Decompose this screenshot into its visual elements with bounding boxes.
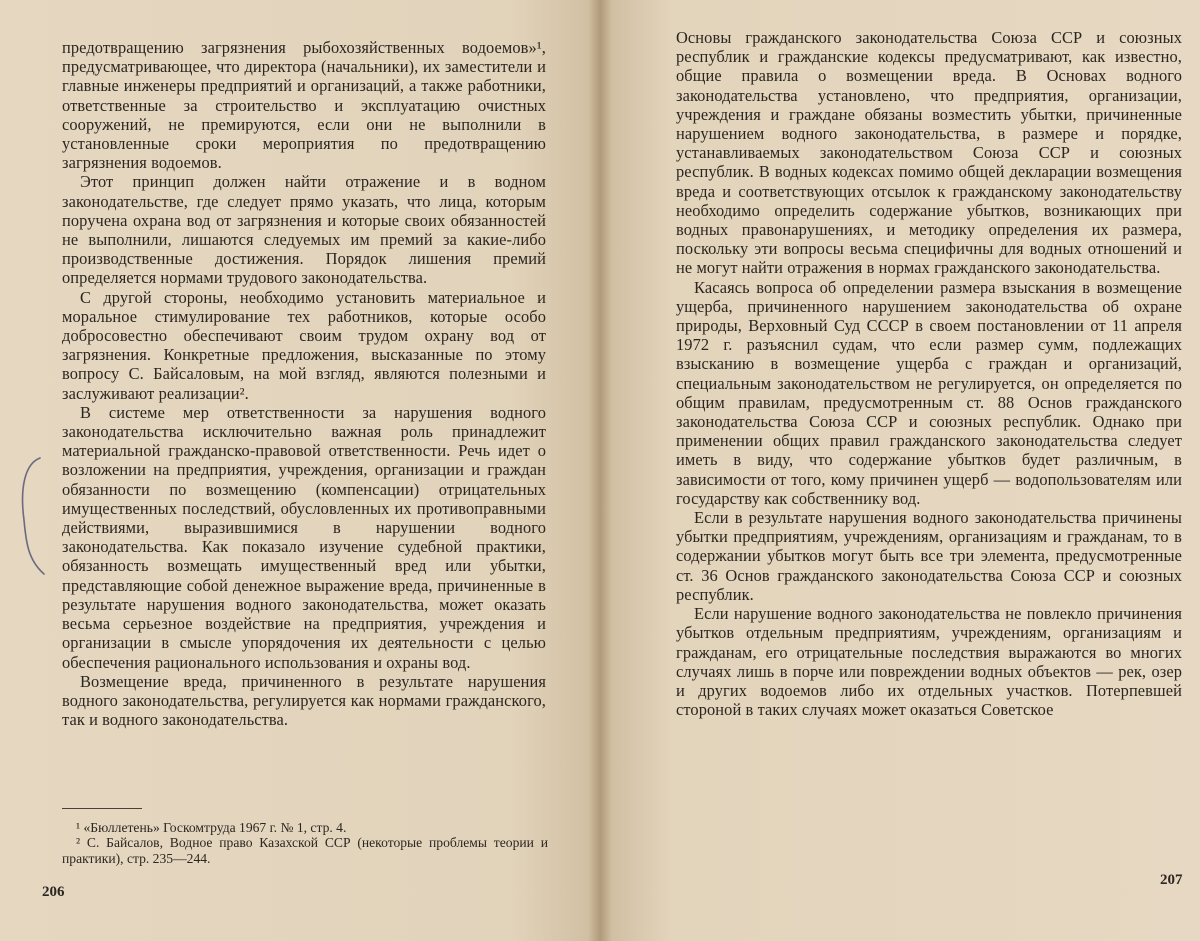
left-paragraph-4: В системе мер ответственности за нарушения водного законодательства исключительно важная роль принадлежит материальной гражданско-правовой ответственности. Речь идет о возложении на предприятия, учреждения, организации и граждан обязанности по возмещению (компенсации) отрицательных имущественных последствий, обусловленных их противоправными действиями, выразившимися в нарушении водного законодательства. Как показало изучение судебной практики, обязанность возмещать имущественный вред или убытки, представляющие собой денежное выражение вреда, причиненные в результате нарушения водного законодательства, может оказать весьма серьезное воздействие на предприятия, учреждения и организации в смысле упорядочения их деятельности с целью обеспечения рационального использования и охраны вод. — [62, 402, 546, 672]
footnote-2: ² С. Байсалов, Водное право Казахской ССР (некоторые проблемы теории и практики), стр. 235—244. — [62, 835, 548, 866]
page-number-right: 207 — [1160, 872, 1183, 888]
right-paragraph-4: Если нарушение водного законодательства не повлекло причинения убытков отдельным предприятиям, учреждениям, организациям и гражданам, его отрицательные последствия выражаются во многих случаях лишь в порче или повреждении водных объектов — рек, озер и других водоемов либо их отдельных участков. Потерпевшей стороной в таких случаях может оказаться Советское — [676, 604, 1182, 720]
left-paragraph-1: предотвращению загрязнения рыбохозяйственных водоемов»¹, предусматривающее, что директора (начальники), их заместители и главные инженеры предприятий и организаций, а также работники, ответственные за строительство и эксплуатацию очистных сооружений, не премируются, если они не выполнили в установленные сроки мероприятия по предотвращению загрязнения водоемов. — [62, 38, 546, 173]
page-number-left: 206 — [42, 884, 65, 900]
right-page-body — [676, 28, 1182, 719]
pencil-margin-mark — [10, 450, 50, 580]
footnotes — [62, 820, 548, 866]
right-page — [600, 0, 1200, 941]
left-paragraph-3: С другой стороны, необходимо установить материальное и моральное стимулирование тех работников, которые особо добросовестно обеспечивают своим трудом охрану вод от загрязнения. Конкретные предложения, высказанные по этому вопросу С. Байсаловым, на мой взгляд, являются полезными и заслуживают реализации². — [62, 287, 546, 403]
book-gutter — [588, 0, 612, 941]
right-paragraph-1: Основы гражданского законодательства Союза ССР и союзных республик и гражданские кодексы предусматривают, как известно, общие правила о возмещении вреда. В Основах водного законодательства установлено, что предприятия, организации, учреждения и граждане обязаны возместить убытки, причиненные нарушением водного законодательства, в размере и порядке, устанавливаемых законодательством Союза ССР и союзных республик. В водных кодексах помимо общей декларации возмещения вреда и соответствующих отсылок к гражданскому законодательству необходимо определить содержание убытков, возникающих при водных правонарушениях, и методику определения их размера, поскольку эти вопросы весьма специфичны для водных отношений и не могут найти отражения в нормах гражданского законодательства. — [676, 28, 1182, 278]
left-paragraph-5: Возмещение вреда, причиненного в результате нарушения водного законодательства, регулируется как нормами гражданского, так и водного законодательства. — [62, 671, 546, 730]
footnote-1: ¹ «Бюллетень» Госкомтруда 1967 г. № 1, стр. 4. — [76, 820, 347, 835]
left-paragraph-2: Этот принцип должен найти отражение и в водном законодательстве, где следует прямо указать, что лица, которым поручена охрана вод от загрязнения и которые своих обязанностей не выполнили, лишаются следуемых им премий за какие-либо производственные достижения. Порядок лишения премий определяется нормами трудового законодательства. — [62, 172, 546, 288]
right-paragraph-3: Если в результате нарушения водного законодательства причинены убытки предприятиям, учреждениям, организациям и гражданам, то в содержании убытков могут быть все три элемента, предусмотренные ст. 36 Основ гражданского законодательства Союза ССР и союзных республик. — [676, 508, 1182, 604]
footnote-rule — [62, 808, 142, 809]
left-page-body — [62, 38, 546, 729]
right-paragraph-2: Касаясь вопроса об определении размера взыскания в возмещение ущерба, причиненного нарушением законодательства об охране природы, Верховный Суд СССР в своем постановлении от 11 апреля 1972 г. разъяснил судам, что если размер сумм, подлежащих взысканию в возмещение ущерба с граждан и организаций, специальным законодательством не регулируется, он определяется по общим правилам, предусмотренным ст. 88 Основ гражданского законодательства Союза ССР и союзных республик. Однако при применении общих правил гражданского законодательства следует иметь в виду, что содержание убытков будет различным, в зависимости от того, кому причинен ущерб — водопользователям или государству как собственнику вод. — [676, 277, 1182, 508]
